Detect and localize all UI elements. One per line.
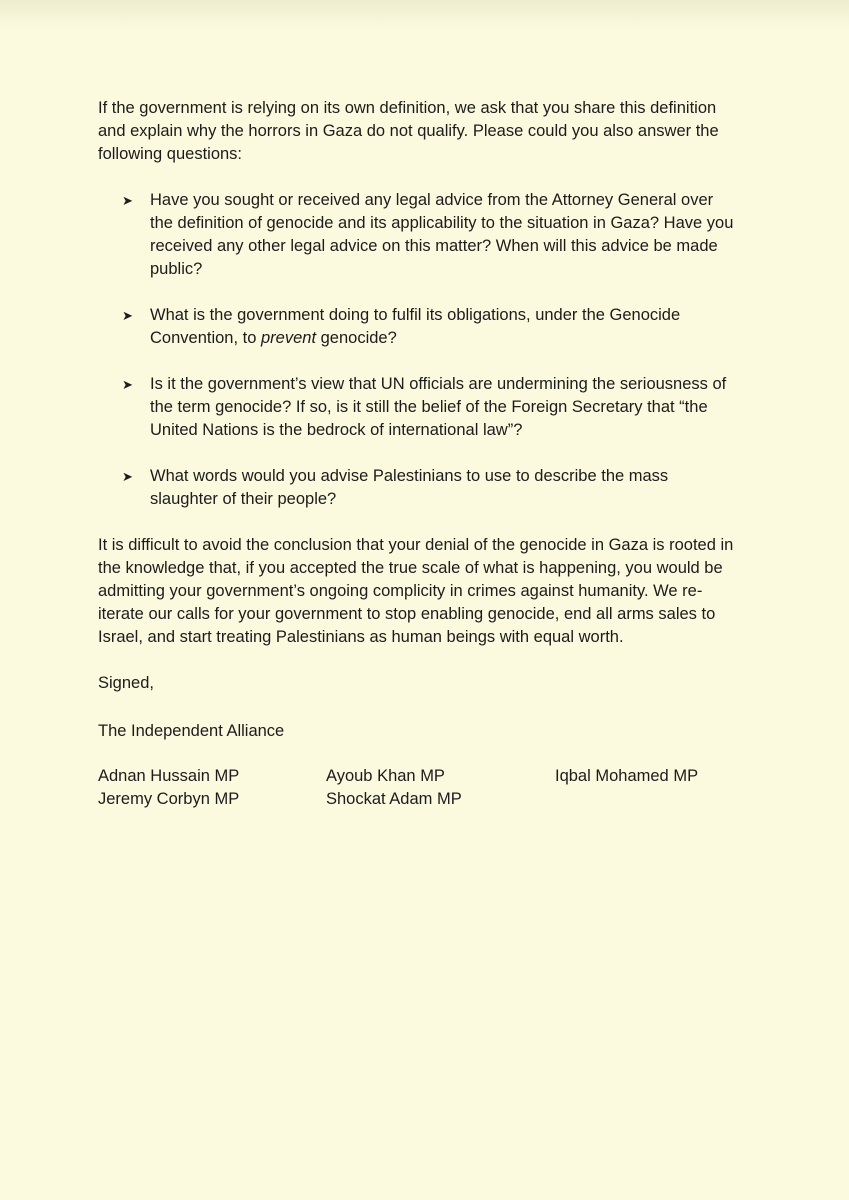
question-item [98,465,738,511]
signatory-name: Ayoub Khan MP [326,767,445,785]
signatory-name: Iqbal Mohamed MP [555,767,699,785]
signatory-name: Jeremy Corbyn MP [98,790,240,808]
signatory-name: Adnan Hussain MP [98,767,240,785]
intro-paragraph: If the government is relying on its own definition, we ask that you share this definition and explain why the horrors in Gaza do not qualify. Please could you also answer the following questions: [98,99,719,163]
signatory-name: Shockat Adam MP [326,790,462,808]
group-name: The Independent Alliance [98,722,285,740]
arrowhead-bullet-icon: ➤ [122,469,133,484]
letter-body [98,97,738,815]
signatory-column [555,765,698,788]
signatory-column [98,765,239,811]
scan-top-shadow [0,0,849,28]
arrowhead-bullet-icon: ➤ [122,377,133,392]
conclusion-paragraph: It is difficult to avoid the conclusion that your denial of the genocide in Gaza is rooted in the knowledge that, if you accepted the true scale of what is happening, you would be admitting your government’s ongoing complicity in crimes against humanity. We re-iterate our calls for your government to stop enabling genocide, end all arms sales to Israel, and start treating Palestinians as human beings with equal worth. [98,536,734,646]
question-item [98,189,738,281]
signoff: Signed, [98,674,154,692]
question-emphasis: prevent [261,329,317,347]
question-list [98,189,738,511]
question-text: Have you sought or received any legal advice from the Attorney General over the definition of genocide and its applicability to the situation in Gaza? Have you received any other legal advice on this matter? When will this advice be made public? [150,191,734,278]
question-item [98,304,738,350]
question-text: What words would you advise Palestinians to use to describe the mass slaughter of their people? [150,467,669,508]
question-text-part: genocide? [316,329,397,347]
signatory-column [326,765,462,811]
question-text: Is it the government’s view that UN officials are undermining the seriousness of the term genocide? If so, is it still the belief of the Foreign Secretary that “the United Nations is the bedrock of international law”? [150,375,727,439]
signatories [98,765,738,815]
arrowhead-bullet-icon: ➤ [122,308,133,323]
question-text-part: What is the government doing to fulfil its obligations, under the Genocide Convention, to [150,306,681,347]
question-item [98,373,738,442]
arrowhead-bullet-icon: ➤ [122,193,133,208]
